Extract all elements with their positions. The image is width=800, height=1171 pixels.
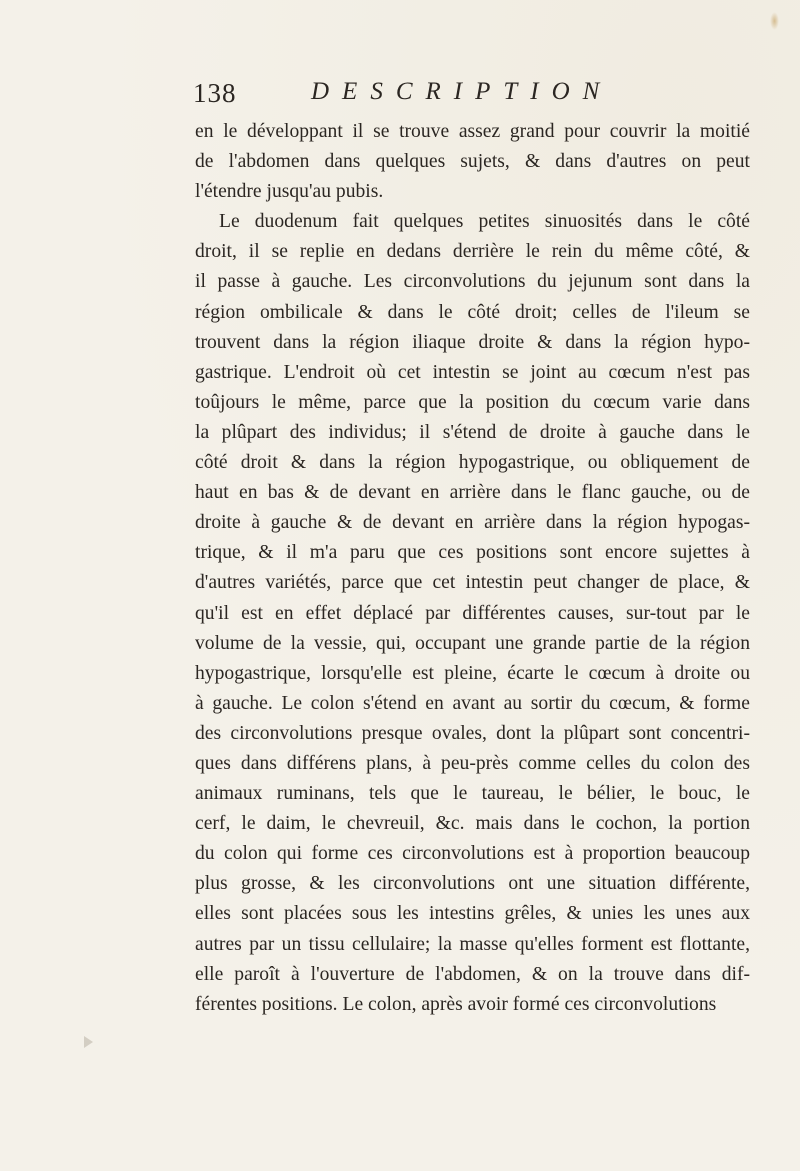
text-line: d'autres variétés, parce que cet intestin peut changer de place, & [195, 572, 750, 594]
text-line: l'étendre jusqu'au pubis. [195, 181, 384, 203]
text-line: férentes positions. Le colon, après avoir formé ces circonvolutions [195, 993, 717, 1015]
text-line: cerf, le daim, le chevreuil, &c. mais dans le cochon, la portion [195, 813, 750, 835]
body-text [195, 117, 750, 1020]
text-line: la plûpart des individus; il s'étend de droite à gauche dans le [195, 421, 750, 443]
text-line: haut en bas & de devant en arrière dans le flanc gauche, ou de [195, 482, 750, 504]
text-line: plus grosse, & les circonvolutions ont une situation différente, [195, 873, 750, 895]
text-line: région ombilicale & dans le côté droit; celles de l'ileum se [195, 301, 750, 323]
text-line: gastrique. L'endroit où cet intestin se joint au cœcum n'est pas [195, 361, 750, 383]
text-line: ques dans différens plans, à peu-près comme celles du colon des [195, 752, 750, 774]
text-line: hypogastrique, lorsqu'elle est pleine, écarte le cœcum à droite ou [195, 662, 750, 684]
page-number: 138 [193, 78, 237, 108]
text-line: de l'abdomen dans quelques sujets, & dans d'autres on peut [195, 151, 750, 173]
text-line: droite à gauche & de devant en arrière dans la région hypogas- [195, 512, 750, 534]
text-line: elles sont placées sous les intestins grêles, & unies les unes aux [195, 903, 750, 925]
text-line: qu'il est en effet déplacé par différentes causes, sur-tout par le [195, 602, 750, 624]
text-line: à gauche. Le colon s'étend en avant au sortir du cœcum, & forme [195, 692, 750, 714]
text-line: trouvent dans la région iliaque droite & dans la région hypo- [195, 331, 750, 353]
margin-mark [84, 1036, 93, 1048]
text-line: en le développant il se trouve assez grand pour couvrir la moitié [195, 121, 750, 142]
page-header [193, 78, 753, 118]
text-line: trique, & il m'a paru que ces positions sont encore sujettes à [195, 542, 750, 564]
text-line: animaux ruminans, tels que le taureau, le bélier, le bouc, le [195, 783, 750, 805]
text-line: toûjours le même, parce que la position du cœcum varie dans [195, 391, 750, 413]
text-line: volume de la vessie, qui, occupant une grande partie de la région [195, 632, 750, 654]
text-line: autres par un tissu cellulaire; la masse qu'elles forment est flottante, [195, 933, 750, 955]
text-line: du colon qui forme ces circonvolutions est à proportion beaucoup [195, 843, 750, 865]
text-line: droit, il se replie en dedans derrière le rein du même côté, & [195, 241, 750, 263]
text-line: côté droit & dans la région hypogastrique, ou obliquement de [195, 452, 750, 474]
text-line: des circonvolutions presque ovales, dont la plûpart sont concentri- [195, 722, 750, 744]
ink-stain [770, 12, 779, 30]
text-line: elle paroît à l'ouverture de l'abdomen, & on la trouve dans dif- [195, 963, 750, 985]
text-line: il passe à gauche. Les circonvolutions du jejunum sont dans la [195, 271, 750, 293]
running-title: DESCRIPTION [311, 78, 613, 105]
text-line: Le duodenum fait quelques petites sinuosités dans le côté [219, 211, 750, 233]
